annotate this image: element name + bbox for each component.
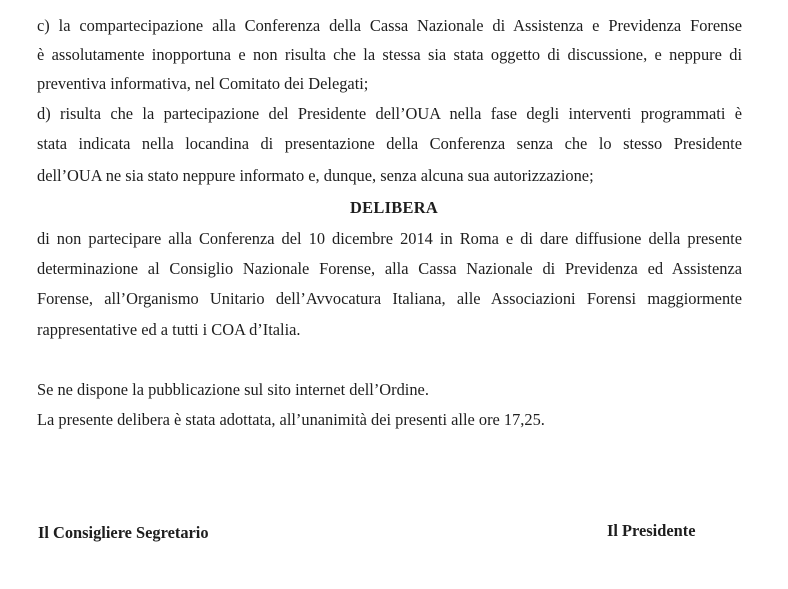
resolution-line-2: determinazione al Consiglio Nazionale Forense, alla Cassa Nazionale di Previdenza ed Assistenza [37,259,742,278]
paragraph-c-line-1: c) la compartecipazione alla Conferenza della Cassa Nazionale di Assistenza e Previdenza Forense [37,16,742,35]
resolution-line-3: Forense, all’Organismo Unitario dell’Avvocatura Italiana, alle Associazioni Forensi maggiormente [37,289,742,308]
resolution-line-1: di non partecipare alla Conferenza del 10 dicembre 2014 in Roma e di dare diffusione della presente [37,229,742,248]
resolution-line-4: rappresentative ed a tutti i COA d’Italia. [37,320,301,339]
paragraph-d-line-2: stata indicata nella locandina di presentazione della Conferenza senza che lo stesso Presidente [37,134,742,153]
secretary-signature-label: Il Consigliere Segretario [38,523,209,542]
adoption-statement: La presente delibera è stata adottata, all’unanimità dei presenti alle ore 17,25. [37,410,545,429]
president-signature-label: Il Presidente [607,521,696,540]
paragraph-c-line-2: è assolutamente inopportuna e non risulta che la stessa sia stata oggetto di discussione, e neppure di [37,45,742,64]
paragraph-c-line-3: preventiva informativa, nel Comitato dei Delegati; [37,74,369,93]
publication-statement: Se ne dispone la pubblicazione sul sito internet dell’Ordine. [37,380,429,399]
paragraph-d-line-1: d) risulta che la partecipazione del Presidente dell’OUA nella fase degli interventi programmati è [37,104,742,123]
delibera-heading: DELIBERA [349,198,439,217]
paragraph-d-line-3: dell’OUA ne sia stato neppure informato e, dunque, senza alcuna sua autorizzazione; [37,166,594,185]
